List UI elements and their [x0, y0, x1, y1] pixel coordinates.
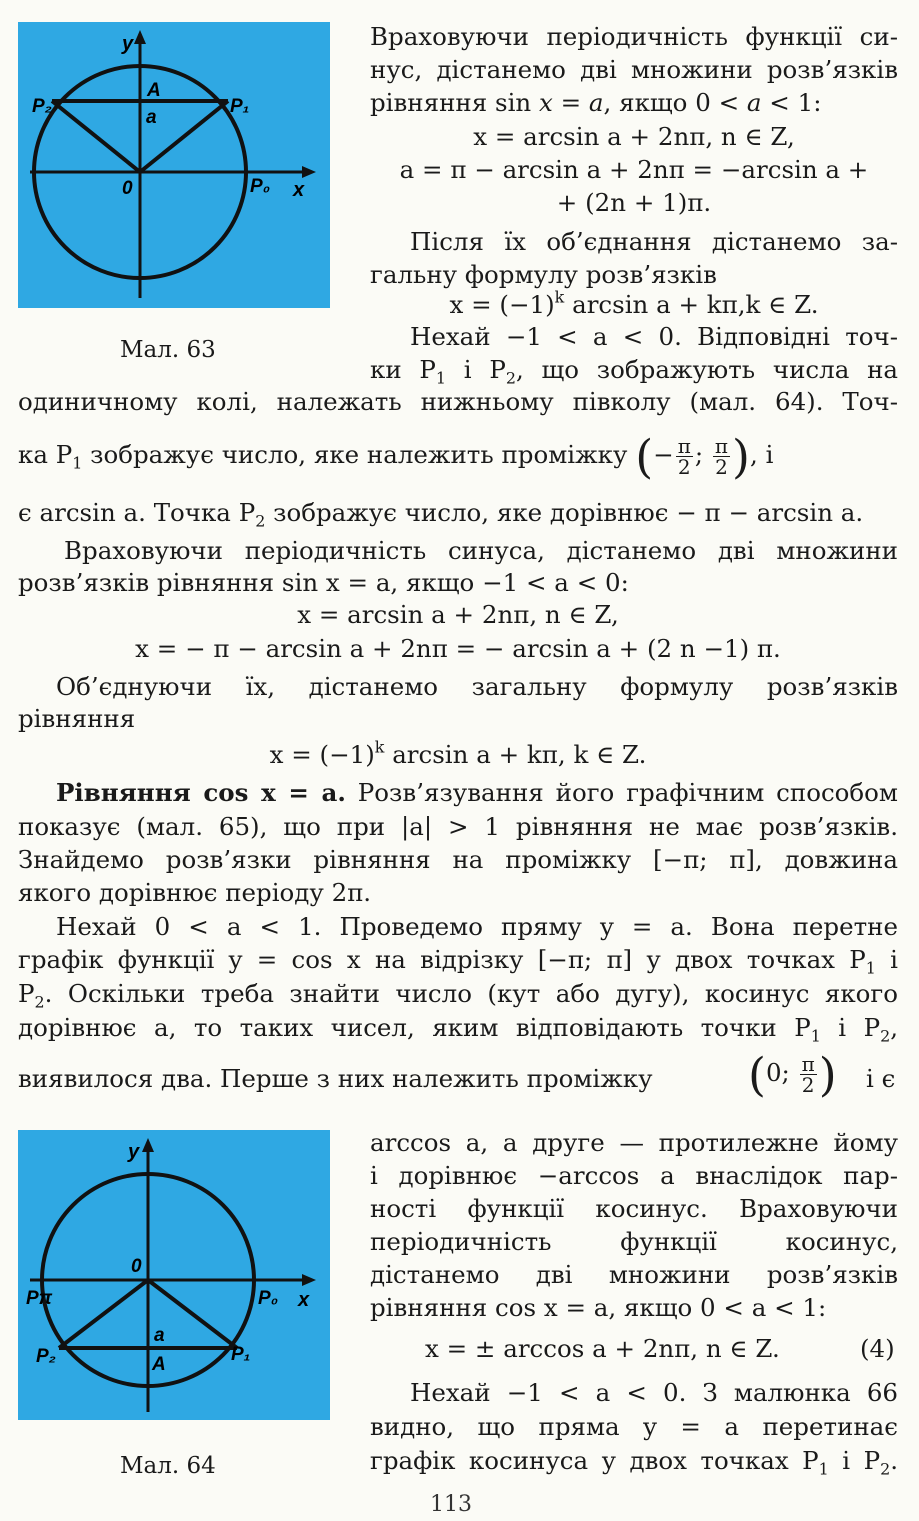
x-axis-arrow	[302, 1274, 316, 1286]
paragraph-line: Враховуючи періодичність синуса, дістанемо дві множини	[64, 536, 898, 565]
paragraph-line: видно, що пряма y = a перетинає	[370, 1412, 898, 1441]
y-axis-arrow	[142, 1138, 154, 1152]
label-p1: P₁	[231, 1344, 251, 1365]
paragraph-line: і дорівнює −arccos a внаслідок пар-	[370, 1161, 898, 1190]
label-ppi: Pπ	[26, 1288, 53, 1309]
paragraph-line: розв’язків рівняння sin x = a, якщо −1 < a < 0:	[18, 568, 629, 597]
paragraph-line: ки $P_1$ і $P_2$, що зображують числа на	[370, 355, 899, 388]
paragraph-line: Нехай −1 < a < 0. З малюнка 66	[410, 1378, 898, 1407]
paragraph-line: графік функції y = cos x на відрізку [−π; π] у двох точках $P_1$ і	[18, 945, 898, 978]
paragraph-line: виявилося два. Перше з них належить проміжку (0; $\frac{\pi}{2}$ ) і є	[18, 1047, 896, 1102]
paragraph-line: Об’єднуючи їх, дістанемо загальну формулу розв’язків	[56, 672, 898, 701]
formula-line: x = arcsin a + 2nπ, n ∈ Z,	[297, 600, 619, 629]
x-axis-arrow	[302, 166, 316, 178]
paragraph-line: рівняння cos x = a, якщо 0 < a < 1:	[370, 1293, 827, 1322]
paragraph-line: гальну формулу розв’язків	[370, 260, 717, 289]
label-a: a	[154, 1325, 165, 1346]
formula-line: x = − π − arcsin a + 2nπ = − arcsin a + (2 n −1) π.	[135, 634, 781, 663]
formula-line: a = π − arcsin a + 2nπ = −arcsin a +	[399, 155, 869, 184]
label-p2: P₂	[32, 96, 52, 117]
paragraph-line: рівняння sin x = a, якщо 0 < a < 1:	[370, 88, 822, 117]
label-A: A	[152, 1354, 166, 1375]
section-heading: Рівняння cos x = a.	[56, 778, 346, 807]
formula-line: x = arcsin a + 2nπ, n ∈ Z,	[473, 122, 795, 151]
figure-63	[18, 22, 330, 308]
paragraph-line: ка $P_1$ зображує число, яке належить проміжку (− $\frac{\pi}{2}$ ; $\frac{\pi}{2}$ ), і	[18, 429, 774, 484]
paragraph-line: Враховуючи періодичність функції си-	[370, 22, 898, 51]
page-number: 113	[430, 1492, 472, 1517]
paragraph-line: Рівняння cos x = a. Розв’язування його графічним способом	[56, 778, 898, 807]
formula-line: + (2n + 1)π.	[556, 188, 712, 217]
formula-line: $x = (-1)^k$ arcsin a + kπ,k ∈ Z.	[449, 287, 819, 319]
paragraph-line: ності функції косинус. Враховуючи	[370, 1194, 898, 1223]
paragraph-line: Нехай −1 < a < 0. Відповідні точ-	[410, 322, 898, 351]
formula-number: (4)	[860, 1334, 895, 1363]
label-origin: 0	[131, 1256, 142, 1277]
paragraph-line: Нехай 0 < a < 1. Проведемо пряму y = a. Вона перетне	[56, 912, 898, 941]
paragraph-line: нус, дістанемо дві множини розв’язків	[370, 55, 898, 84]
figure-64-caption: Мал. 64	[120, 1453, 216, 1479]
paragraph-line: Знайдемо розв’язки рівняння на проміжку [−π; π], довжина	[18, 845, 898, 874]
label-x: x	[298, 1289, 310, 1311]
paragraph-line: показує (мал. 65), що при |a| > 1 рівняння не має розв’язків.	[18, 812, 898, 841]
radius-to-p2	[59, 1280, 148, 1348]
paragraph-line: періодичність функції косинус,	[370, 1227, 898, 1256]
label-y: y	[122, 33, 134, 55]
y-axis-arrow	[134, 30, 146, 44]
figure-64	[18, 1130, 330, 1420]
unit-circle-diagram-64	[18, 1130, 330, 1420]
formula-line: $x = (-1)^k$ arcsin a + kπ, k ∈ Z.	[269, 737, 647, 769]
paragraph-line: одиничному колі, належать нижньому півколу (мал. 64). Точ-	[18, 387, 898, 416]
label-p2: P₂	[36, 1346, 56, 1367]
paragraph-line: графік косинуса у двох точках $P_1$ і $P_2$.	[370, 1446, 898, 1479]
label-origin: 0	[122, 178, 133, 199]
paragraph-line: якого дорівнює періоду 2π.	[18, 878, 372, 907]
paragraph-line: дорівнює a, то таких чисел, яким відповідають точки $P_1$ і $P_2$,	[18, 1013, 898, 1046]
label-y: y	[128, 1141, 140, 1163]
label-x: x	[293, 179, 305, 201]
formula-line: x = ± arccos a + 2nπ, n ∈ Z.	[425, 1334, 780, 1363]
paragraph-line: є arcsin a. Точка $P_2$ зображує число, яке дорівнює − π − arcsin a.	[18, 498, 864, 531]
paragraph-line: $P_2$. Оскільки треба знайти число (кут або дугу), косинус якого	[18, 979, 898, 1012]
paragraph-line: рівняння	[18, 704, 136, 733]
radius-to-p2	[52, 101, 140, 172]
label-p0: P₀	[250, 176, 271, 197]
unit-circle-diagram-63	[18, 22, 330, 308]
label-A: A	[147, 80, 161, 101]
paragraph-line: Після їх об’єднання дістанемо за-	[410, 227, 898, 256]
label-p0: P₀	[258, 1288, 279, 1309]
paragraph-line: arccos a, а друге — протилежне йому	[370, 1128, 898, 1157]
paragraph-line: дістанемо дві множини розв’язків	[370, 1260, 898, 1289]
label-p1: P₁	[230, 96, 250, 117]
figure-63-caption: Мал. 63	[120, 337, 216, 363]
label-a: a	[146, 107, 157, 128]
